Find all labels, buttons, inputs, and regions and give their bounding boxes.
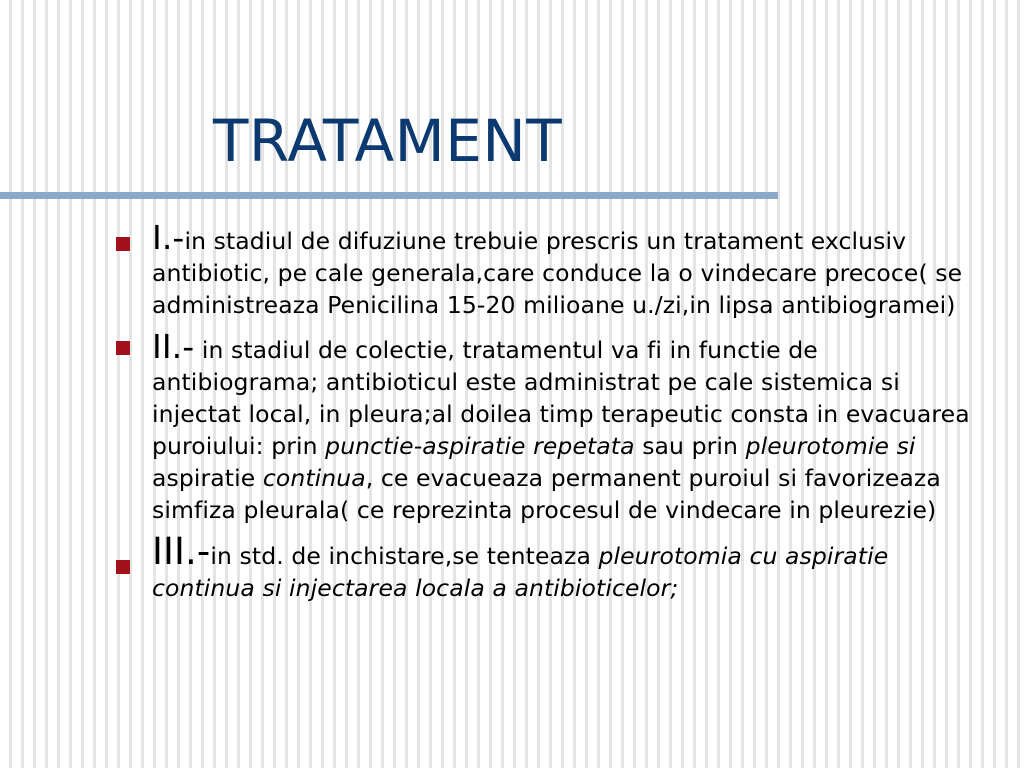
bullet-text-italic: pleurotomie si xyxy=(745,432,916,460)
bullet-numeral: I.- xyxy=(152,218,185,257)
bullet-text: in std. de inchistare,se tenteaza xyxy=(210,542,599,570)
bullet-text-italic: continua xyxy=(262,464,366,492)
bullet-item xyxy=(114,218,974,321)
bullet-text: , ce evacueaza permanent puroiul si favorizeaza simfiza pleurala( ce reprezinta procesul de vindecare in pleurezie) xyxy=(152,464,941,524)
bullet-text: sau prin xyxy=(634,432,746,460)
bullet-numeral: III.- xyxy=(152,530,211,573)
bullet-square-icon xyxy=(116,560,130,574)
slide-title: TRATAMENT xyxy=(213,107,563,175)
bullet-text-italic: pleurotomia cu aspiratie continua si injectarea locala a antibioticelor; xyxy=(152,542,889,602)
bullet-item xyxy=(114,530,974,604)
bullet-item xyxy=(114,327,974,526)
bullet-numeral: II.- xyxy=(152,327,195,366)
bullet-square-icon xyxy=(116,341,130,355)
bullet-text: aspiratie xyxy=(152,464,263,492)
title-underline xyxy=(0,192,778,199)
bullet-list xyxy=(114,218,974,614)
bullet-square-icon xyxy=(116,237,130,251)
bullet-text: in stadiul de difuziune trebuie prescris un tratament exclusiv antibiotic, pe cale generala,care conduce la o vindecare precoce( se administreaza Penicilina 15-20 milioane u./zi,in lipsa antibiogramei) xyxy=(152,227,963,319)
bullet-text-italic: punctie-aspiratie repetata xyxy=(325,432,635,460)
bullet-text: in stadiul de colectie, tratamentul va fi in functie de antibiograma; antibioticul este administrat pe cale sistemica si injectat local, in pleura;al doilea timp terapeutic consta in evacuarea puroiului: prin xyxy=(152,336,970,460)
